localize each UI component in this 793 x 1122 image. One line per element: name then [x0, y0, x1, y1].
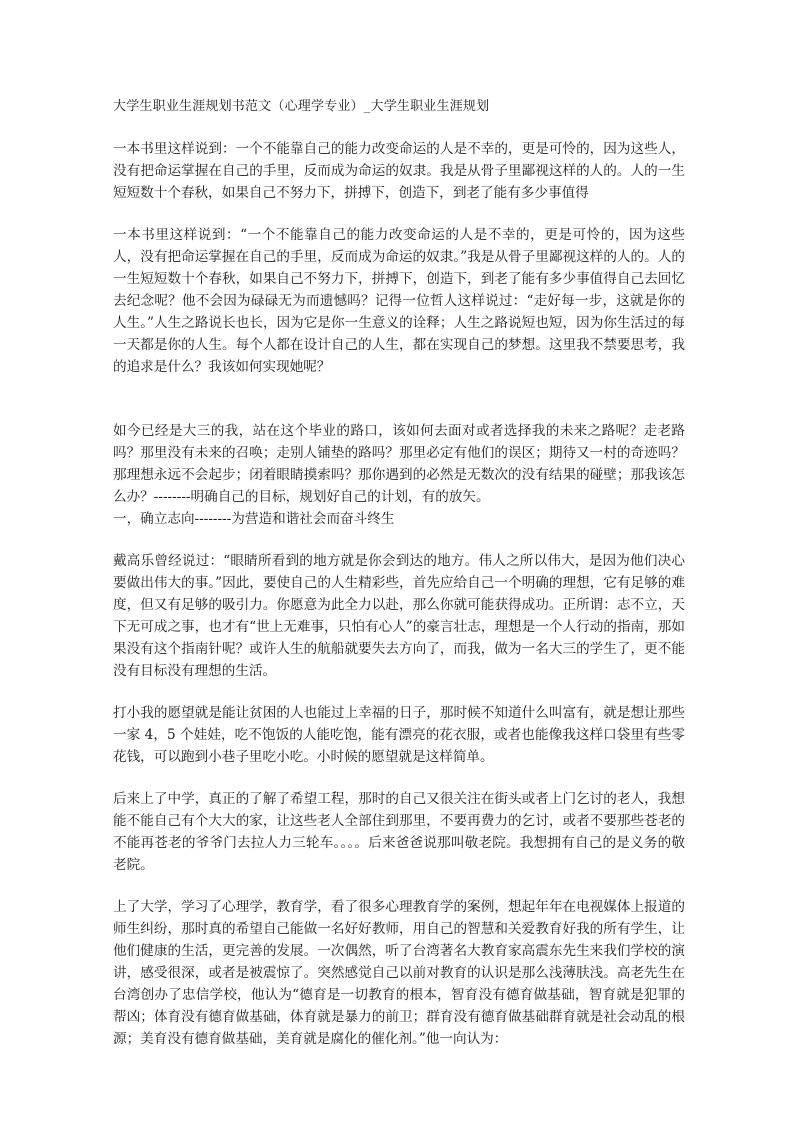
- paragraph-de-gaulle: 戴高乐曾经说过：“眼睛所看到的地方就是你会到达的地方。伟人之所以伟大，是因为他们决心要做出伟大的事。”因此，要使自己的人生精彩些，首先应给自己一个明确的理想，它有足够的难度，但又有足够的吸引力。你愿意为此全力以赴，那么你就可能获得成功。正所谓：志不立，天下无可成之事，也才有“世上无难事，只怕有心人”的豪言壮志，理想是一个人行动的指南，那如果没有这个指南针呢？或许人生的航船就要失去方向了，而我，做为一名大三的学生了，更不能没有目标没有理想的生活。: [113, 553, 685, 679]
- paragraph-childhood-wish: 打小我的愿望就是能让贫困的人也能过上幸福的日子，那时候不知道什么叫富有，就是想让那些一家 4，5 个娃娃，吃不饱饭的人能吃饱，能有漂亮的花衣服，或者也能像我这样口袋里有些零花钱，可以跑到小巷子里吃小吃。小时候的愿望就是这样简单。: [113, 705, 685, 765]
- paragraph-intro-excerpt: 一本书里这样说到：一个不能靠自己的能力改变命运的人是不幸的，更是可怜的，因为这些人，没有把命运掌握在自己的手里，反而成为命运的奴隶。我是从骨子里鄙视这样的人的。人的一生短短数十个春秋，如果自己不努力下，拼搏下，创造下，到老了能有多少事值得: [113, 141, 685, 201]
- document-page: [113, 96, 685, 1070]
- document-title: 大学生职业生涯规划书范文（心理学专业）_大学生职业生涯规划: [113, 99, 490, 114]
- paragraph-middle-school: 后来上了中学，真正的了解了希望工程，那时的自己又很关注在街头或者上门乞讨的老人，我想能不能自己有个大大的家，让这些老人全部住到那里，不要再费力的乞讨，或者不要那些苍老的不能再苍老的爷爷门去拉人力三轮车。。。。后来爸爸说那叫敬老院。我想拥有自己的是义务的敬老院。: [113, 791, 685, 873]
- section-heading: 一，确立志向--------为营造和谐社会而奋斗终生: [113, 511, 395, 527]
- paragraph-junior-year: 如今已经是大三的我，站在这个毕业的路口，该如何去面对或者选择我的未来之路呢？走老路吗？那里没有未来的召唤；走别人铺垫的路吗？那里必定有他们的误区；期待又一村的奇迹吗？那理想永远不会起步；闭着眼睛摸索吗？那你遇到的必然是无数次的没有结果的碰壁；那我该怎么办？--------明确自己的目标，规划好自己的计划，有的放矢。: [113, 423, 685, 505]
- paragraph-intro-full: 一本书里这样说到：“一个不能靠自己的能力改变命运的人是不幸的，更是可怜的，因为这些人，没有把命运掌握在自己的手里，反而成为命运的奴隶。”我是从骨子里鄙视这样的人的。人的一生短短数十个春秋，如果自己不努力下，拼搏下，创造下，到老了能有多少事值得自己去回忆去纪念呢？他不会因为碌碌无为而遗憾吗？记得一位哲人这样说过：“走好每一步，这就是你的人生。”人生之路说长也长，因为它是你一生意义的诠释；人生之路说短也短，因为你生活过的每一天都是你的人生。每个人都在设计自己的人生，都在实现自己的梦想。这里我不禁要思考，我的追求是什么？我该如何实现她呢？: [113, 227, 685, 375]
- paragraph-university: 上了大学，学习了心理学，教育学，看了很多心理教育学的案例，想起年年在电视媒体上报道的师生纠纷，那时真的希望自己能做一名好好教师，用自己的智慧和关爱教育好我的所有学生，让他们健康的生活，更完善的发展。一次偶然，听了台湾著名大教育家高震东先生来我们学校的演讲，感受很深，或者是被震惊了。突然感觉自己以前对教育的认识是那么浅薄肤浅。高老先生在台湾创办了忠信学校，他认为“德育是一切教育的根本，智育没有德育做基础，智育就是犯罪的帮凶；体育没有德育做基础，体育就是暴力的前卫；群育没有德育做基础群育就是社会动乱的根源；美育没有德育做基础，美育就是腐化的催化剂。”他一向认为：: [113, 899, 685, 1047]
